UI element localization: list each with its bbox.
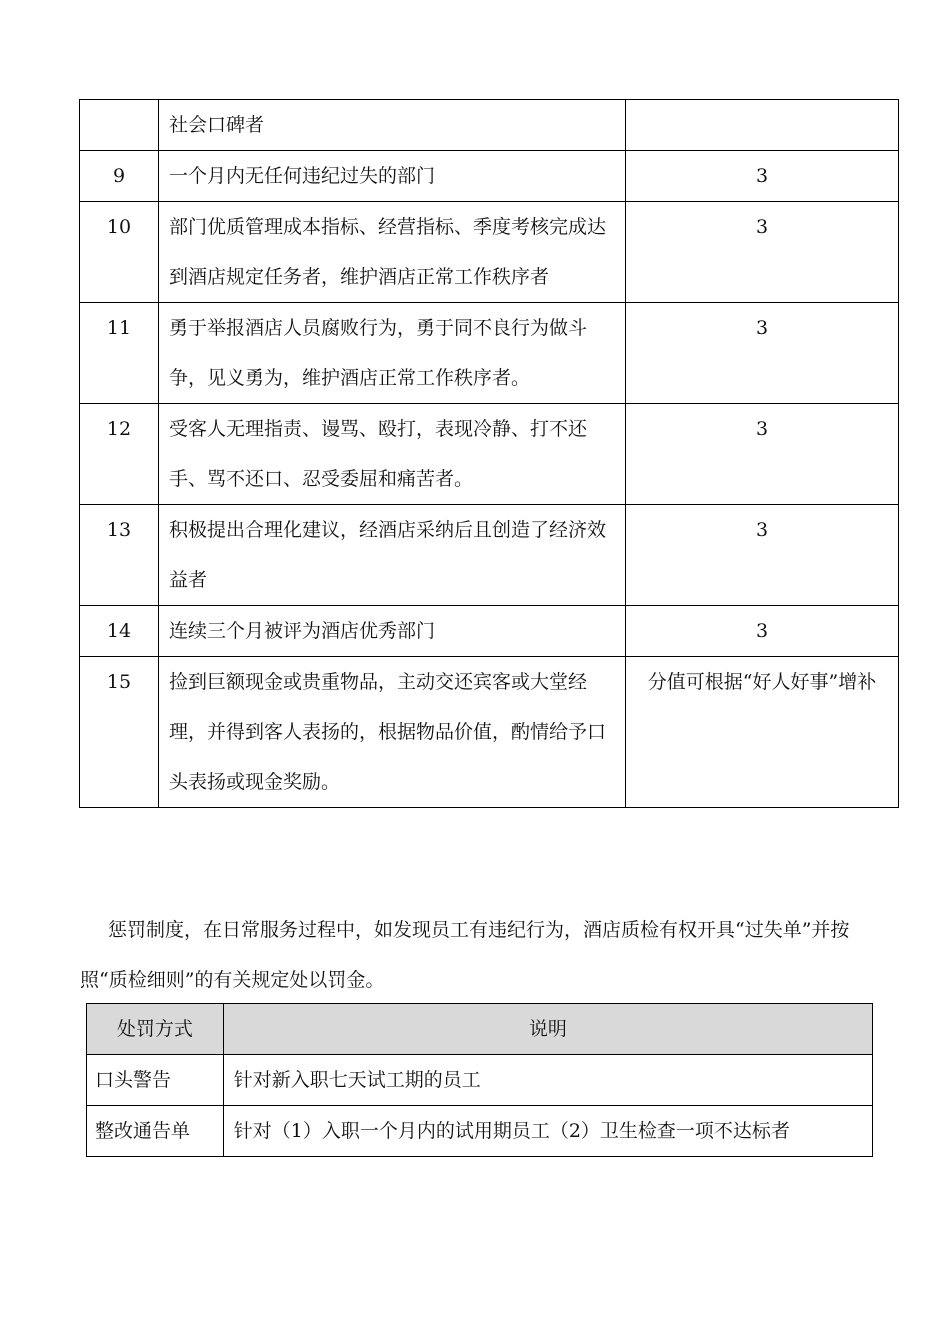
row-score: 3 <box>626 404 899 505</box>
table-row <box>87 1106 873 1157</box>
row-description: 社会口碑者 <box>159 100 626 151</box>
row-number <box>80 100 159 151</box>
row-description: 一个月内无任何违纪过失的部门 <box>159 151 626 202</box>
row-score: 3 <box>626 303 899 404</box>
table-row <box>80 303 899 404</box>
penalty-description: 针对新入职七天试工期的员工 <box>223 1055 872 1106</box>
table-row <box>80 404 899 505</box>
row-score: 分值可根据“好人好事”增补 <box>626 657 899 808</box>
penalty-description: 针对（1）入职一个月内的试用期员工（2）卫生检查一项不达标者 <box>223 1106 872 1157</box>
row-score: 3 <box>626 202 899 303</box>
header-penalty-type: 处罚方式 <box>87 1004 224 1055</box>
row-description: 受客人无理指责、谩骂、殴打，表现冷静、打不还手、骂不还口、忍受委屈和痛苦者。 <box>159 404 626 505</box>
row-number: 13 <box>80 505 159 606</box>
table-row <box>80 657 899 808</box>
penalty-type: 口头警告 <box>87 1055 224 1106</box>
table-header-row <box>87 1004 873 1055</box>
row-number: 11 <box>80 303 159 404</box>
row-description: 部门优质管理成本指标、经营指标、季度考核完成达到酒店规定任务者，维护酒店正常工作秩序者 <box>159 202 626 303</box>
row-number: 14 <box>80 606 159 657</box>
row-score: 3 <box>626 606 899 657</box>
row-number: 10 <box>80 202 159 303</box>
row-number: 9 <box>80 151 159 202</box>
row-description: 连续三个月被评为酒店优秀部门 <box>159 606 626 657</box>
table-row <box>87 1055 873 1106</box>
table-row <box>80 505 899 606</box>
table-row <box>80 202 899 303</box>
penalty-type: 整改通告单 <box>87 1106 224 1157</box>
table-row <box>80 606 899 657</box>
row-number: 12 <box>80 404 159 505</box>
header-description: 说明 <box>223 1004 872 1055</box>
table-row <box>80 151 899 202</box>
row-description: 积极提出合理化建议，经酒店采纳后且创造了经济效益者 <box>159 505 626 606</box>
row-description: 捡到巨额现金或贵重物品，主动交还宾客或大堂经理，并得到客人表扬的，根据物品价值，酌情给予口头表扬或现金奖励。 <box>159 657 626 808</box>
row-number: 15 <box>80 657 159 808</box>
penalty-policy-paragraph <box>80 905 874 1005</box>
table-row <box>80 100 899 151</box>
row-score <box>626 100 899 151</box>
reward-table <box>79 99 899 808</box>
row-score: 3 <box>626 505 899 606</box>
row-score: 3 <box>626 151 899 202</box>
row-description: 勇于举报酒店人员腐败行为，勇于同不良行为做斗争，见义勇为，维护酒店正常工作秩序者。 <box>159 303 626 404</box>
penalty-table <box>86 1003 873 1157</box>
paragraph-text: 惩罚制度，在日常服务过程中，如发现员工有违纪行为，酒店质检有权开具“过失单”并按照“质检细则”的有关规定处以罚金。 <box>80 919 850 991</box>
